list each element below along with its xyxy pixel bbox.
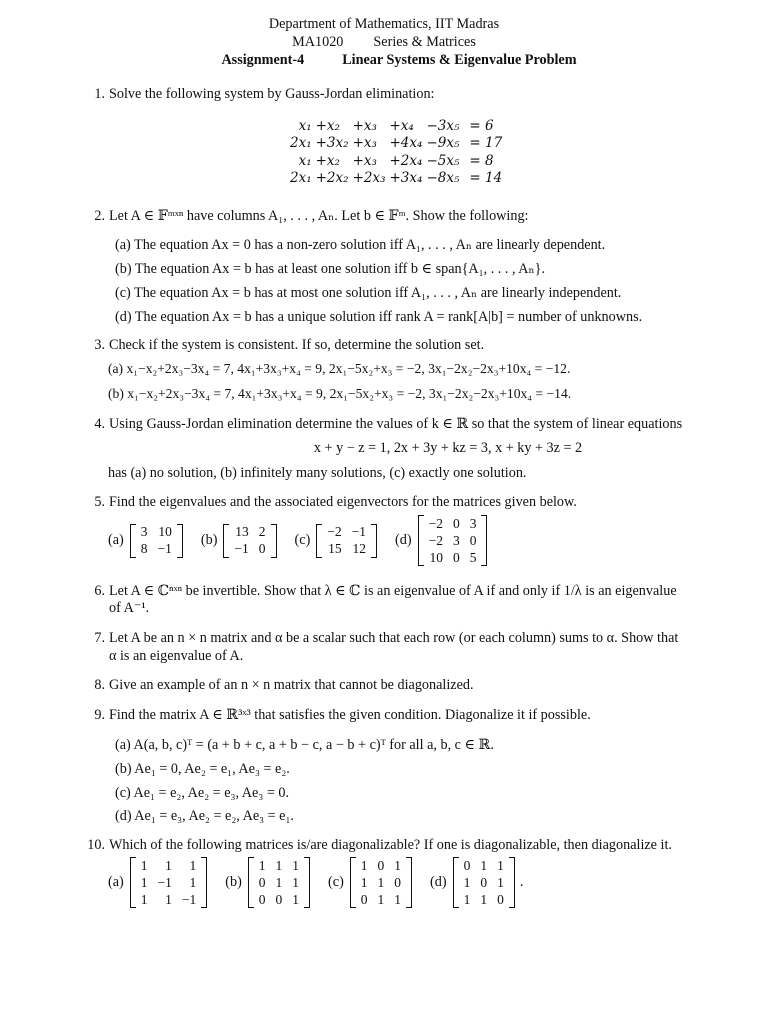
- department-title: Department of Mathematics, IIT Madras: [268, 16, 500, 32]
- matrix-entry: 1: [140, 857, 148, 873]
- right-bracket: [201, 857, 207, 908]
- matrix-entry: 1: [165, 891, 172, 907]
- matrix-label: (c): [294, 532, 311, 549]
- matrix-entry: 1: [140, 891, 148, 907]
- matrix-entry: 0: [463, 857, 471, 873]
- question-number: 7.: [94, 630, 105, 646]
- system-term: x₁: [298, 117, 312, 134]
- system-equation-row: [290, 153, 506, 171]
- system-equation-row: [290, 118, 506, 136]
- matrix-entry: 1: [497, 874, 504, 890]
- matrix-label: (d): [395, 532, 412, 549]
- system-term: +x₃: [352, 117, 377, 134]
- matrix-entry: 1: [463, 874, 471, 890]
- matrix: [130, 857, 208, 908]
- matrix: [130, 524, 183, 558]
- matrix-entry: 1: [189, 874, 197, 890]
- matrix-entries: [136, 857, 202, 908]
- system-term: +x₂: [315, 152, 340, 169]
- system-term: +x₃: [352, 135, 377, 152]
- matrix-entry: 8: [140, 541, 148, 557]
- system-term: −5x₅: [426, 152, 460, 169]
- matrix-entry: 1: [377, 891, 385, 907]
- matrix-entry: 0: [480, 874, 488, 890]
- right-bracket: [371, 524, 377, 558]
- matrix-label: (a): [108, 874, 124, 891]
- q10-matrices: [108, 857, 523, 908]
- question-text: Let A ∈ 𝔽ᵐˣⁿ have columns A₁, . . . , Aₙ. Let b ∈ 𝔽ᵐ. Show the following:: [109, 208, 529, 224]
- trailing-period: .: [519, 874, 524, 891]
- right-bracket: [177, 524, 183, 558]
- system-term: −9x₅: [426, 135, 460, 152]
- question-text: Find the eigenvalues and the associated eigenvectors for the matrices given below.: [109, 494, 577, 510]
- system-term: +x₃: [352, 152, 377, 169]
- matrix: [316, 524, 377, 558]
- matrix-entry: 3: [140, 524, 148, 540]
- q9-part-d: (d) Ae₁ = e₃, Ae₂ = e₂, Ae₃ = e₁.: [115, 808, 294, 824]
- system-equation-row: [290, 171, 506, 189]
- matrix-entry: 0: [360, 891, 368, 907]
- question-number: 10.: [87, 837, 105, 853]
- right-bracket: [406, 857, 412, 908]
- system-equation-row: [290, 136, 506, 154]
- question-text-line2: α is an eigenvalue of A.: [109, 648, 244, 664]
- system-term: +2x₃: [352, 170, 386, 187]
- system-term: +3x₂: [315, 135, 349, 152]
- q3-part-a: (a) x₁−x₂+2x₃−3x₄ = 7, 4x₁+3x₃+x₄ = 9, 2x₁−5x₂+x₃ = −2, 3x₁−2x₂−2x₃+10x₄ = −12.: [108, 361, 571, 376]
- q2-part-a: (a) The equation Ax = 0 has a non-zero solution iff A₁, . . . , Aₙ are linearly dependent.: [115, 237, 606, 253]
- system-term: +2x₂: [315, 170, 349, 187]
- matrix-entry: 1: [463, 891, 471, 907]
- matrix: [248, 857, 310, 908]
- matrix-entries: [136, 524, 177, 558]
- matrix-entry: 1: [480, 891, 488, 907]
- matrix-entry: 1: [292, 891, 300, 907]
- assignment-line: [30, 51, 768, 69]
- matrix-entry: 0: [452, 549, 460, 565]
- matrix-entry: 1: [377, 874, 385, 890]
- q4-equations: x + y − z = 1, 2x + 3y + kz = 3, x + ky + 3z = 2: [313, 440, 583, 456]
- system-term: +3x₄: [389, 170, 423, 187]
- question-number: 3.: [94, 337, 105, 353]
- question-text: Using Gauss-Jordan elimination determine the values of k ∈ ℝ so that the system of linear equations: [109, 416, 683, 432]
- question-text: Find the matrix A ∈ ℝ³ˣ³ that satisfies the given condition. Diagonalize it if possible.: [109, 707, 591, 723]
- matrix-entry: −1: [157, 874, 172, 890]
- matrix-entry: −1: [351, 524, 367, 540]
- matrix-entry: 10: [158, 524, 172, 540]
- linear-system-q1: [290, 118, 506, 188]
- matrix-entry: −2: [428, 515, 443, 531]
- q9-part-c: (c) Ae₁ = e₂, Ae₂ = e₃, Ae₃ = 0.: [115, 785, 290, 801]
- matrix: [453, 857, 515, 908]
- matrix-entries: [459, 857, 509, 908]
- question-number: 4.: [94, 416, 105, 432]
- matrix-label: (b): [225, 874, 242, 891]
- matrix-entry: 0: [452, 515, 460, 531]
- matrix-entry: 12: [352, 541, 367, 557]
- question-text-line1: Let A ∈ ℂⁿˣⁿ be invertible. Show that λ ∈ ℂ is an eigenvalue of A if and only if 1/λ is an eigenvalue: [109, 583, 677, 599]
- matrix-entry: 1: [360, 857, 368, 873]
- matrix-entry: 13: [235, 524, 249, 540]
- matrix-entry: −1: [181, 891, 197, 907]
- system-term: +x₄: [389, 117, 414, 134]
- system-term: = 14: [469, 170, 503, 187]
- question-number: 2.: [94, 208, 105, 224]
- matrix-entry: 1: [275, 874, 283, 890]
- question-text-line2: of A⁻¹.: [109, 600, 150, 616]
- q2-part-d: (d) The equation Ax = b has a unique solution iff rank A = rank[A|b] = number of unknowns.: [115, 309, 643, 325]
- assignment-topic: Linear Systems & Eigenvalue Problem: [342, 52, 577, 68]
- matrix-entries: [356, 857, 406, 908]
- q5-matrices: [108, 515, 487, 566]
- right-bracket: [304, 857, 310, 908]
- q4-cases: has (a) no solution, (b) infinitely many solutions, (c) exactly one solution.: [108, 465, 527, 481]
- matrix-entry: 0: [258, 874, 266, 890]
- matrix-entry: −1: [234, 541, 249, 557]
- matrix-entry: 0: [394, 874, 402, 890]
- matrix-entries: [229, 524, 270, 558]
- matrix-entry: 1: [165, 857, 172, 873]
- matrix-entries: [424, 515, 482, 566]
- system-term: 2x₁: [290, 170, 312, 187]
- q3-part-b: (b) x₁−x₂+2x₃−3x₄ = 7, 4x₁+3x₃+x₄ = 9, 2x₁−5x₂+x₃ = −2, 3x₁−2x₂−2x₃+10x₄ = −14.: [108, 386, 572, 401]
- question-text: Give an example of an n × n matrix that cannot be diagonalized.: [109, 677, 474, 693]
- matrix-entry: 1: [292, 857, 300, 873]
- matrix-entry: 0: [469, 532, 477, 548]
- matrix-entry: 1: [480, 857, 488, 873]
- matrix-entry: 1: [497, 857, 504, 873]
- matrix-entry: 1: [394, 891, 402, 907]
- matrix-entry: 0: [497, 891, 504, 907]
- system-term: = 6: [469, 117, 494, 134]
- matrix-entry: 1: [292, 874, 300, 890]
- matrix: [418, 515, 488, 566]
- matrix-entry: 1: [394, 857, 402, 873]
- matrix-label: (c): [328, 874, 344, 891]
- course-name: Series & Matrices: [373, 34, 476, 50]
- matrix-entry: 1: [258, 857, 266, 873]
- question-text: Check if the system is consistent. If so, determine the solution set.: [109, 337, 485, 353]
- system-term: x₁: [298, 152, 312, 169]
- matrix-entry: 5: [469, 549, 477, 565]
- matrix-entry: 0: [275, 891, 283, 907]
- matrix: [223, 524, 276, 558]
- right-bracket: [271, 524, 277, 558]
- course-code: MA1020: [292, 34, 344, 50]
- matrix-label: (a): [108, 532, 124, 549]
- page-header: [0, 15, 768, 69]
- matrix-entry: 1: [140, 874, 148, 890]
- matrix-entry: 10: [429, 549, 443, 565]
- q2-part-c: (c) The equation Ax = b has at most one solution iff A₁, . . . , Aₙ are linearly independent.: [115, 285, 622, 301]
- matrix-entry: 3: [452, 532, 460, 548]
- matrix-entry: 2: [258, 524, 266, 540]
- right-bracket: [509, 857, 515, 908]
- question-number: 6.: [94, 583, 105, 599]
- matrix-entry: 0: [258, 891, 266, 907]
- system-term: 2x₁: [290, 135, 312, 152]
- system-term: +2x₄: [389, 152, 423, 169]
- q9-part-b: (b) Ae₁ = 0, Ae₂ = e₁, Ae₃ = e₂.: [115, 761, 290, 777]
- matrix-entry: −1: [157, 541, 172, 557]
- matrix-entry: 1: [189, 857, 197, 873]
- assignment-title: Assignment-4: [221, 52, 305, 68]
- system-term: = 17: [469, 135, 503, 152]
- course-line: [0, 33, 768, 51]
- matrix-entry: 1: [275, 857, 283, 873]
- matrix-label: (d): [430, 874, 447, 891]
- matrix-entry: 0: [377, 857, 385, 873]
- matrix-entry: 0: [258, 541, 266, 557]
- matrix-entries: [254, 857, 304, 908]
- question-number: 1.: [94, 86, 105, 102]
- matrix-entry: 1: [360, 874, 368, 890]
- matrix-entry: 3: [469, 515, 477, 531]
- q9-part-a: (a) A(a, b, c)ᵀ = (a + b + c, a + b − c, a − b + c)ᵀ for all a, b, c ∈ ℝ.: [115, 737, 494, 753]
- matrix-entry: −2: [327, 524, 342, 540]
- q2-part-b: (b) The equation Ax = b has at least one solution iff b ∈ span{A₁, . . . , Aₙ}.: [115, 261, 546, 277]
- system-term: −3x₅: [426, 117, 460, 134]
- matrix-entry: 15: [328, 541, 342, 557]
- system-term: +x₂: [315, 117, 340, 134]
- question-text: Which of the following matrices is/are diagonalizable? If one is diagonalizable, then diagonalize it.: [109, 837, 672, 853]
- system-term: +4x₄: [389, 135, 423, 152]
- question-text: Solve the following system by Gauss-Jordan elimination:: [109, 86, 435, 102]
- question-text-line1: Let A be an n × n matrix and α be a scalar such that each row (or each column) sums to α. Show that: [109, 630, 679, 646]
- question-number: 5.: [94, 494, 105, 510]
- matrix-label: (b): [200, 532, 218, 549]
- matrix-entries: [322, 524, 371, 558]
- question-number: 9.: [94, 707, 105, 723]
- matrix: [350, 857, 412, 908]
- system-term: = 8: [469, 152, 494, 169]
- question-number: 8.: [94, 677, 105, 693]
- matrix-entry: −2: [428, 532, 443, 548]
- right-bracket: [481, 515, 487, 566]
- system-term: −8x₅: [426, 170, 460, 187]
